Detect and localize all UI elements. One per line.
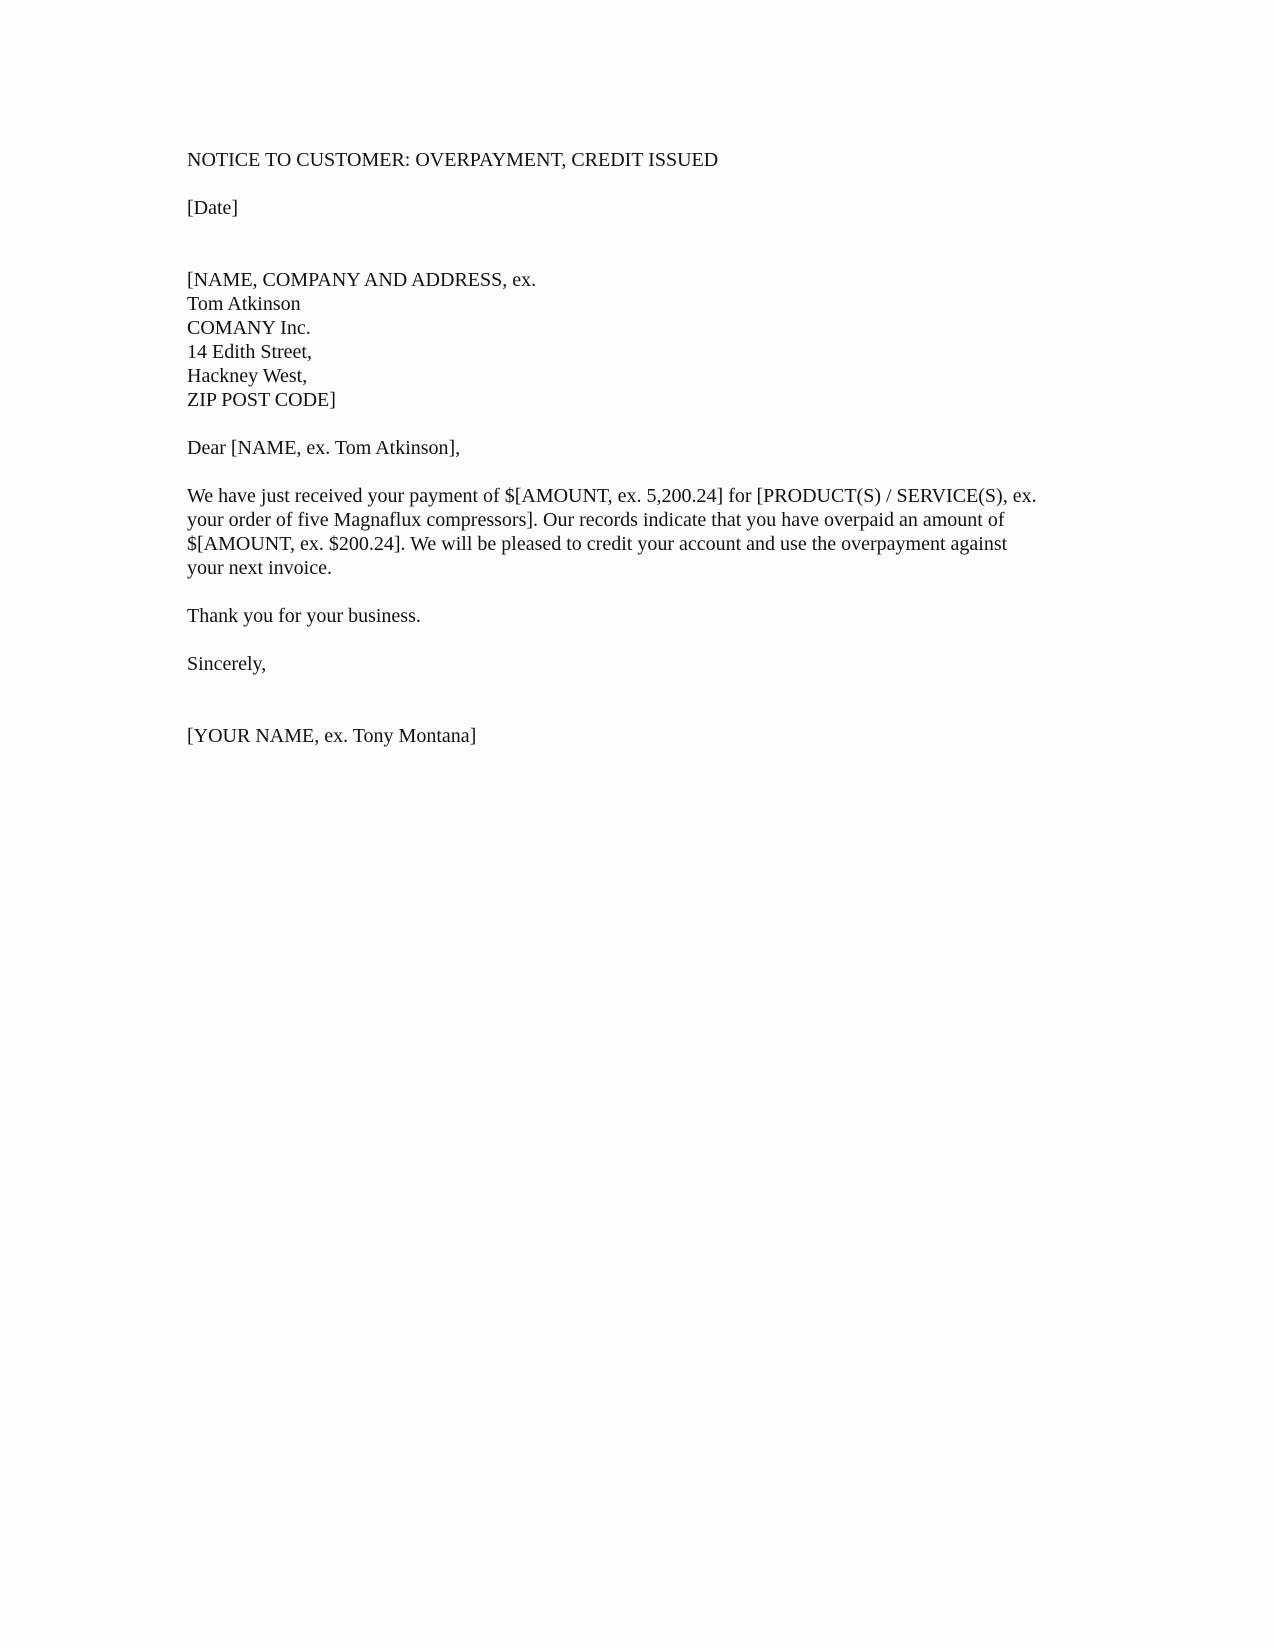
address-line: COMANY Inc. (187, 317, 311, 339)
body-line: $[AMOUNT, ex. $200.24]. We will be pleased to credit your account and use the overpayment against (187, 533, 1008, 555)
closing: Sincerely, (187, 653, 267, 675)
signature: [YOUR NAME, ex. Tony Montana] (187, 725, 477, 747)
thanks-line: Thank you for your business. (187, 605, 421, 627)
body-line: We have just received your payment of $[AMOUNT, ex. 5,200.24] for [PRODUCT(S) / SERVICE(S), ex. (187, 485, 1037, 507)
recipient-address (187, 268, 1087, 412)
letter-title: NOTICE TO CUSTOMER: OVERPAYMENT, CREDIT ISSUED (187, 149, 719, 171)
letter-content (187, 148, 1087, 748)
salutation: Dear [NAME, ex. Tom Atkinson], (187, 437, 461, 459)
address-line: Tom Atkinson (187, 293, 301, 315)
address-line: Hackney West, (187, 365, 308, 387)
body-line: your order of five Magnaflux compressors]. Our records indicate that you have overpaid an amount of (187, 509, 1005, 531)
address-line: ZIP POST CODE] (187, 389, 336, 411)
address-line: [NAME, COMPANY AND ADDRESS, ex. (187, 269, 537, 291)
body-paragraph (187, 484, 1087, 580)
address-line: 14 Edith Street, (187, 341, 312, 363)
body-line: your next invoice. (187, 557, 332, 579)
letter-date: [Date] (187, 197, 239, 219)
